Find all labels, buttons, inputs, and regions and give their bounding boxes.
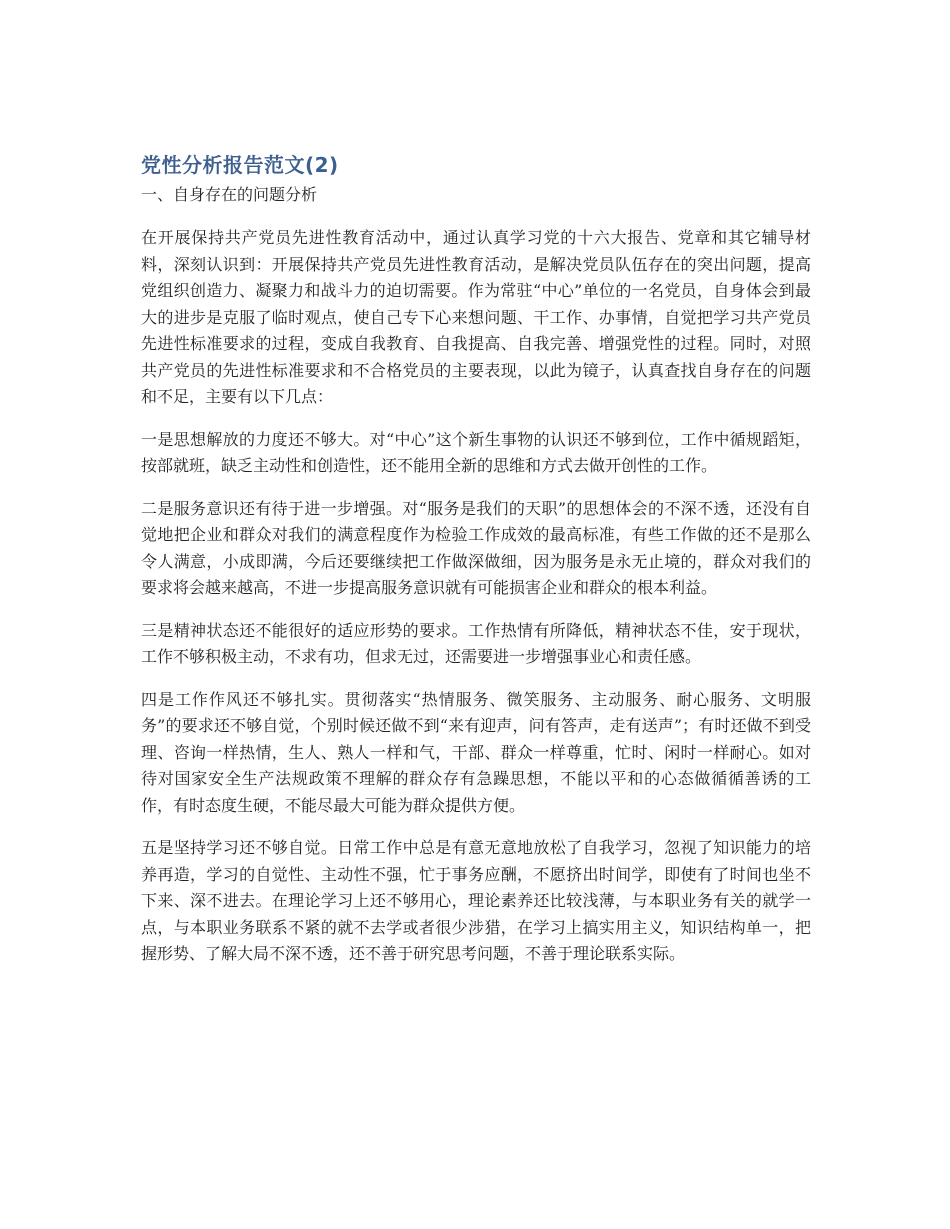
- document-title: 党性分析报告范文(2): [141, 153, 339, 177]
- paragraph-point-3: 三是精神状态还不能很好的适应形势的要求。工作热情有所降低，精神状态不佳，安于现状，工作不够积极主动，不求有功，但求无过，还需要进一步增强事业心和责任感。: [141, 620, 811, 666]
- document-page: [141, 150, 811, 984]
- paragraph-point-1: 一是思想解放的力度还不够大。对“中心”这个新生事物的认识还不够到位，工作中循规蹈矩，按部就班，缺乏主动性和创造性，还不能用全新的思维和方式去做开创性的工作。: [141, 429, 811, 475]
- paragraph-point-2: 二是服务意识还有待于进一步增强。对“服务是我们的天职”的思想体会的不深不透，还没有自觉地把企业和群众对我们的满意程度作为检验工作成效的最高标准，有些工作做的还不是那么令人满意，小成即满，今后还要继续把工作做深做细，因为服务是永无止境的，群众对我们的要求将会越来越高，不进一步提高服务意识就有可能损害企业和群众的根本利益。: [141, 498, 811, 597]
- paragraph-intro: 在开展保持共产党员先进性教育活动中，通过认真学习党的十六大报告、党章和其它辅导材料，深刻认识到：开展保持共产党员先进性教育活动，是解决党员队伍存在的突出问题，提高党组织创造力、凝聚力和战斗力的迫切需要。作为常驻“中心”单位的一名党员，自身体会到最大的进步是克服了临时观点，使自己专下心来想问题、干工作、办事情，自觉把学习共产党员先进性标准要求的过程，变成自我教育、自我提高、自我完善、增强党性的过程。同时，对照共产党员的先进性标准要求和不合格党员的主要表现，以此为镜子，认真查找自身存在的问题和不足，主要有以下几点：: [141, 228, 811, 406]
- paragraph-point-4: 四是工作作风还不够扎实。贯彻落实“热情服务、微笑服务、主动服务、耐心服务、文明服务”的要求还不够自觉，个别时候还做不到“来有迎声，问有答声，走有送声”；有时还做不到受理、咨询一样热情，生人、熟人一样和气，干部、群众一样尊重，忙时、闲时一样耐心。如对待对国家安全生产法规政策不理解的群众存有急躁思想，不能以平和的心态做循循善诱的工作，有时态度生硬，不能尽最大可能为群众提供方便。: [141, 689, 811, 815]
- section-heading: 一、自身存在的问题分析: [141, 185, 318, 204]
- paragraph-point-5: 五是坚持学习还不够自觉。日常工作中总是有意无意地放松了自我学习，忽视了知识能力的培养再造，学习的自觉性、主动性不强，忙于事务应酬，不愿挤出时间学，即使有了时间也坐不下来、深不进去。在理论学习上还不够用心，理论素养还比较浅薄，与本职业务有关的就学一点，与本职业务联系不紧的就不去学或者很少涉猎，在学习上搞实用主义，知识结构单一，把握形势、了解大局不深不透，还不善于研究思考问题，不善于理论联系实际。: [141, 838, 811, 963]
